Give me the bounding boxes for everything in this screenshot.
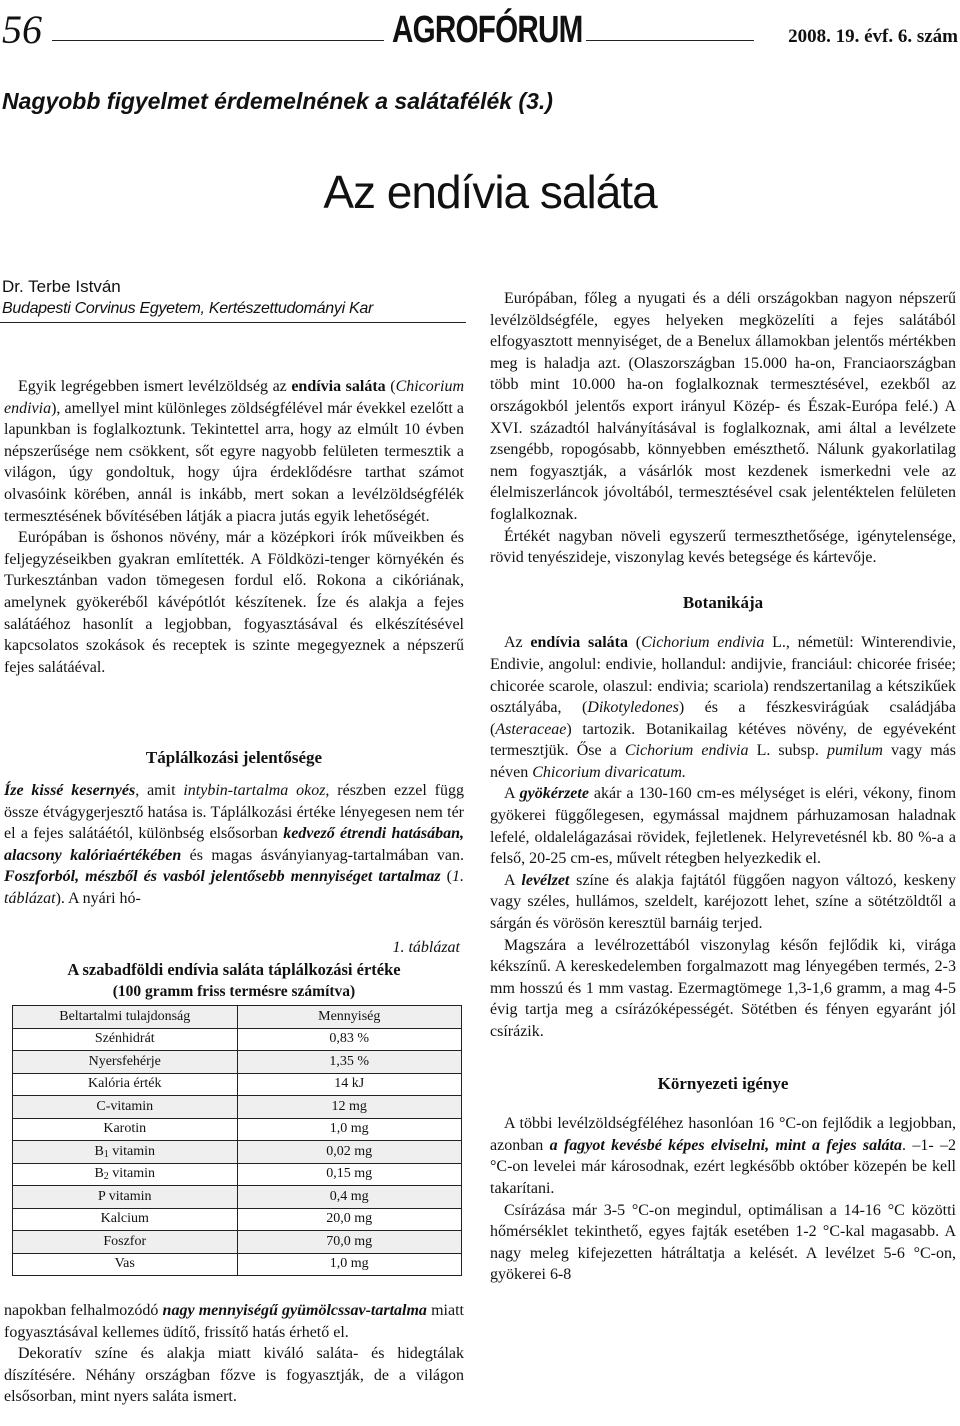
table-row <box>13 1163 462 1186</box>
table-row <box>13 1141 462 1164</box>
table-row <box>13 1208 462 1231</box>
paragraph: Csírázása már 3-5 °C-on megindul, optimálisan a 14-16 °C közötti hőmérséklet tekinthető, egyes fajták esetében 1-2 °C-kal magasabb. A nagy meleg kifejezetten hátráltatja a kelését. A levélzet 5-6 °C-on, gyökerei 6-8 <box>490 1201 956 1284</box>
paragraph: A többi levélzöldségféléhez hasonlóan 16 °C-on fejlődik a legjobban, azonban a fagyot kevésbé képes elviselni, mint a fejes saláta. –1- –2 °C-on levelei már károsodnak, ezért legkésőbb október közepén be kell takarítani. <box>490 1115 957 1197</box>
table-row <box>13 1118 462 1141</box>
row-name: Foszfor <box>13 1231 238 1254</box>
row-value: 1,0 mg <box>237 1118 462 1141</box>
author: Dr. Terbe István <box>2 277 121 296</box>
column-header: Mennyiség <box>237 1006 462 1029</box>
magazine-name: AGROFÓRUM <box>392 9 583 51</box>
left-column-continued <box>4 1300 464 1408</box>
page-number: 56 <box>2 7 42 52</box>
paragraph: Egyik legrégebben ismert levélzöldség az endívia saláta (Chicorium endivia), amellyel mint különleges zöldségfélével már évekkel ezelőtt a lapunkban is foglalkoztunk. Tekintettel arra, hogy az elmúlt 10 évben népszerűsége nem csökkent, sőt egyre nagyobb felületen termesztik a világon, úgy gondoltuk, hogy újra érdeklődésre tarthat számot olvasóink körében, annál is inkább, mert sokan a levélzöldségfélék termesztésének bővítésében látják a piacra jutás egyik lehetőségét. <box>4 378 465 525</box>
section-heading-botany: Botanikája <box>682 592 764 612</box>
header-rule-right <box>586 40 754 41</box>
paragraph: Értékét nagyban növeli egyszerű termeszthetősége, igénytelensége, rövid tenyészideje, viszonylag kevés betegsége és kártevője. <box>490 527 956 567</box>
table-row <box>13 1096 462 1119</box>
paragraph: Dekoratív színe és alakja miatt kiváló saláta- és hidegtálak díszítésére. Néhány országban főzve is fogyasztják, de a világon elsősorban, mint nyers saláta ismert. <box>4 1345 464 1406</box>
row-value: 0,02 mg <box>237 1141 462 1164</box>
paragraph: Európában, főleg a nyugati és a déli országokban nagyon népszerű levélzöldségféle, egyes helyeken megközelíti a fejes salátából elfogyasztott mennyiséget, de a Benelux államokban jelentős mértékben meg is haladja azt. (Olaszországban 15.000 ha-on, Franciaországban több mint 10.000 ha-on foglalkoznak termesztésével, ezekből az országokból jelentős export irányul Közép- és Észak-Európa felé.) A XVI. századtól halványításával is foglalkoznak, ami által a levélzete zsengébb, ropogósabb, könnyebben emészthető. Nálunk gyakorlatilag nem fogyasztják, a vásárlók most kezdenek ismerkedni vele az élelmiszerláncok jóvoltából, termesztésével csak jelentéktelen felületen foglalkoznak. <box>490 290 956 523</box>
table-row <box>13 1028 462 1051</box>
row-value: 0,4 mg <box>237 1186 462 1209</box>
row-value: 14 kJ <box>237 1073 462 1096</box>
row-name: Kalória érték <box>13 1073 238 1096</box>
row-value: 1,35 % <box>237 1051 462 1074</box>
row-value: 0,15 mg <box>237 1163 462 1186</box>
table-row <box>13 1073 462 1096</box>
row-name: C-vitamin <box>13 1096 238 1119</box>
paragraph: Európában is őshonos növény, már a középkori írók műveikben és feljegyzéseikben gyakran említették. A Földközi-tenger környékén és Turkesztánban vadon tömegesen fordul elő. Rokona a cikóriának, amelynek gyökeréből kávépótlót készítenek. Íze és alakja a fejes salátáéhoz hasonlít a legjobban, fogyasztásával és elkészítésével kapcsolatos szokások és receptek is szinte megegyeznek a népszerű fejes salátáéval. <box>4 529 464 676</box>
paragraph: Íze kissé kesernyés, amit intybin-tartalma okoz, részben ezzel függ össze étvágygerjesztő hatása is. Táplálkozási értéke lényegesen nem tér el a fejes salátáétól, különbség elsősorban kedvező étrendi hatásában, alacsony kalóriaértékében és magas ásványianyag-tartalmában van. Foszforból, mészből és vasból jelentősebb mennyiséget tartalmaz (1. táblázat). A nyári hó- <box>4 782 465 907</box>
paragraph: A gyökérzete akár a 130-160 cm-es mélységet is eléri, vékony, finom gyökerei függőlegesen, egymással majdnem párhuzamosan haladnak lefelé, oldalelágazásai rövidek, fejletlenek. Helyrevetésnél kb. 80 %-a a felső, 20-25 cm-es, művelt rétegben helyezkedik el. <box>490 785 957 868</box>
row-value: 20,0 mg <box>237 1208 462 1231</box>
table-row <box>13 1231 462 1254</box>
row-name: Karotin <box>13 1118 238 1141</box>
article-title: Az endívia saláta <box>323 166 657 218</box>
column-header: Beltartalmi tulajdonság <box>13 1006 238 1029</box>
series-title: Nagyobb figyelmet érdemelnének a salátafélék (3.) <box>2 88 553 114</box>
section-heading-environment: Környezeti igénye <box>657 1073 789 1093</box>
table-row <box>13 1051 462 1074</box>
affiliation: Budapesti Corvinus Egyetem, Kertészettudományi Kar <box>2 300 373 317</box>
paragraph: Magszára a levélrozettából viszonylag későn fejlődik ki, virága kékszínű. A kereskedelemben forgalmazott mag lényegében termés, 2-3 mm hosszú és 1 mm vastag. Ezermagtömege 1,3-1,6 gramm, a mag 4-5 évig tartja meg a csírázóképességét. Sötétben és fényen egyaránt jól csírázik. <box>490 936 956 1040</box>
row-name: Vas <box>13 1253 238 1276</box>
row-name: Nyersfehérje <box>13 1051 238 1074</box>
left-column-nutrition <box>4 780 464 910</box>
header-rule-left <box>52 40 384 41</box>
row-name: P vitamin <box>13 1186 238 1209</box>
table-row <box>13 1253 462 1276</box>
right-column <box>490 288 956 1286</box>
row-value: 12 mg <box>237 1096 462 1119</box>
row-value: 1,0 mg <box>237 1253 462 1276</box>
row-name: $B_2$ vitamin <box>13 1163 238 1186</box>
table-subtitle: (100 gramm friss termésre számítva) <box>112 983 356 1000</box>
author-rule <box>0 322 466 323</box>
page-header <box>0 6 960 54</box>
paragraph: Az endívia saláta (Cichorium endivia L., németül: Winterendivie, Endivie, angolul: endivie, hollandul: andijvie, franciául: chicorée frisée; chicorée scarole, olaszul: endivia; scariola) rendszertanilag a kétszikűek osztályába, (Dikotyledones) és a fészkesvirágúak családjába (Asteraceae) tartozik. Botanikailag kétéves növény, de egyéveként termesztjük. Őse a Cichorium endivia L. subsp. pumilum vagy más néven Chicorium divaricatum. <box>490 634 957 781</box>
row-value: 0,83 % <box>237 1028 462 1051</box>
issue-info: 2008. 19. évf. 6. szám <box>788 26 958 47</box>
section-heading-nutrition: Táplálkozási jelentősége <box>145 748 323 767</box>
table-caption: 1. táblázat <box>392 939 460 956</box>
left-column-intro <box>4 376 464 678</box>
row-name: Kalcium <box>13 1208 238 1231</box>
table-title: A szabadföldi endívia saláta táplálkozási értéke <box>67 960 401 979</box>
table-header-row <box>13 1006 462 1029</box>
paragraph: A levélzet színe és alakja fajtától függően nagyon változó, keskeny vagy széles, hullámos, szeldelt, karéjozott lehet, színe a sötétzöldtől a sárgán és vörösön keresztül barnáig terjed. <box>490 871 957 933</box>
paragraph: napokban felhalmozódó nagy mennyiségű gyümölcssav-tartalma miatt fogyasztásával kellemes üdítő, frissítő hatás érhető el. <box>4 1302 464 1341</box>
row-value: 70,0 mg <box>237 1231 462 1254</box>
table-row <box>13 1186 462 1209</box>
row-name: Szénhidrát <box>13 1028 238 1051</box>
nutrition-table <box>12 1005 462 1276</box>
row-name: $B_1$ vitamin <box>13 1141 238 1164</box>
